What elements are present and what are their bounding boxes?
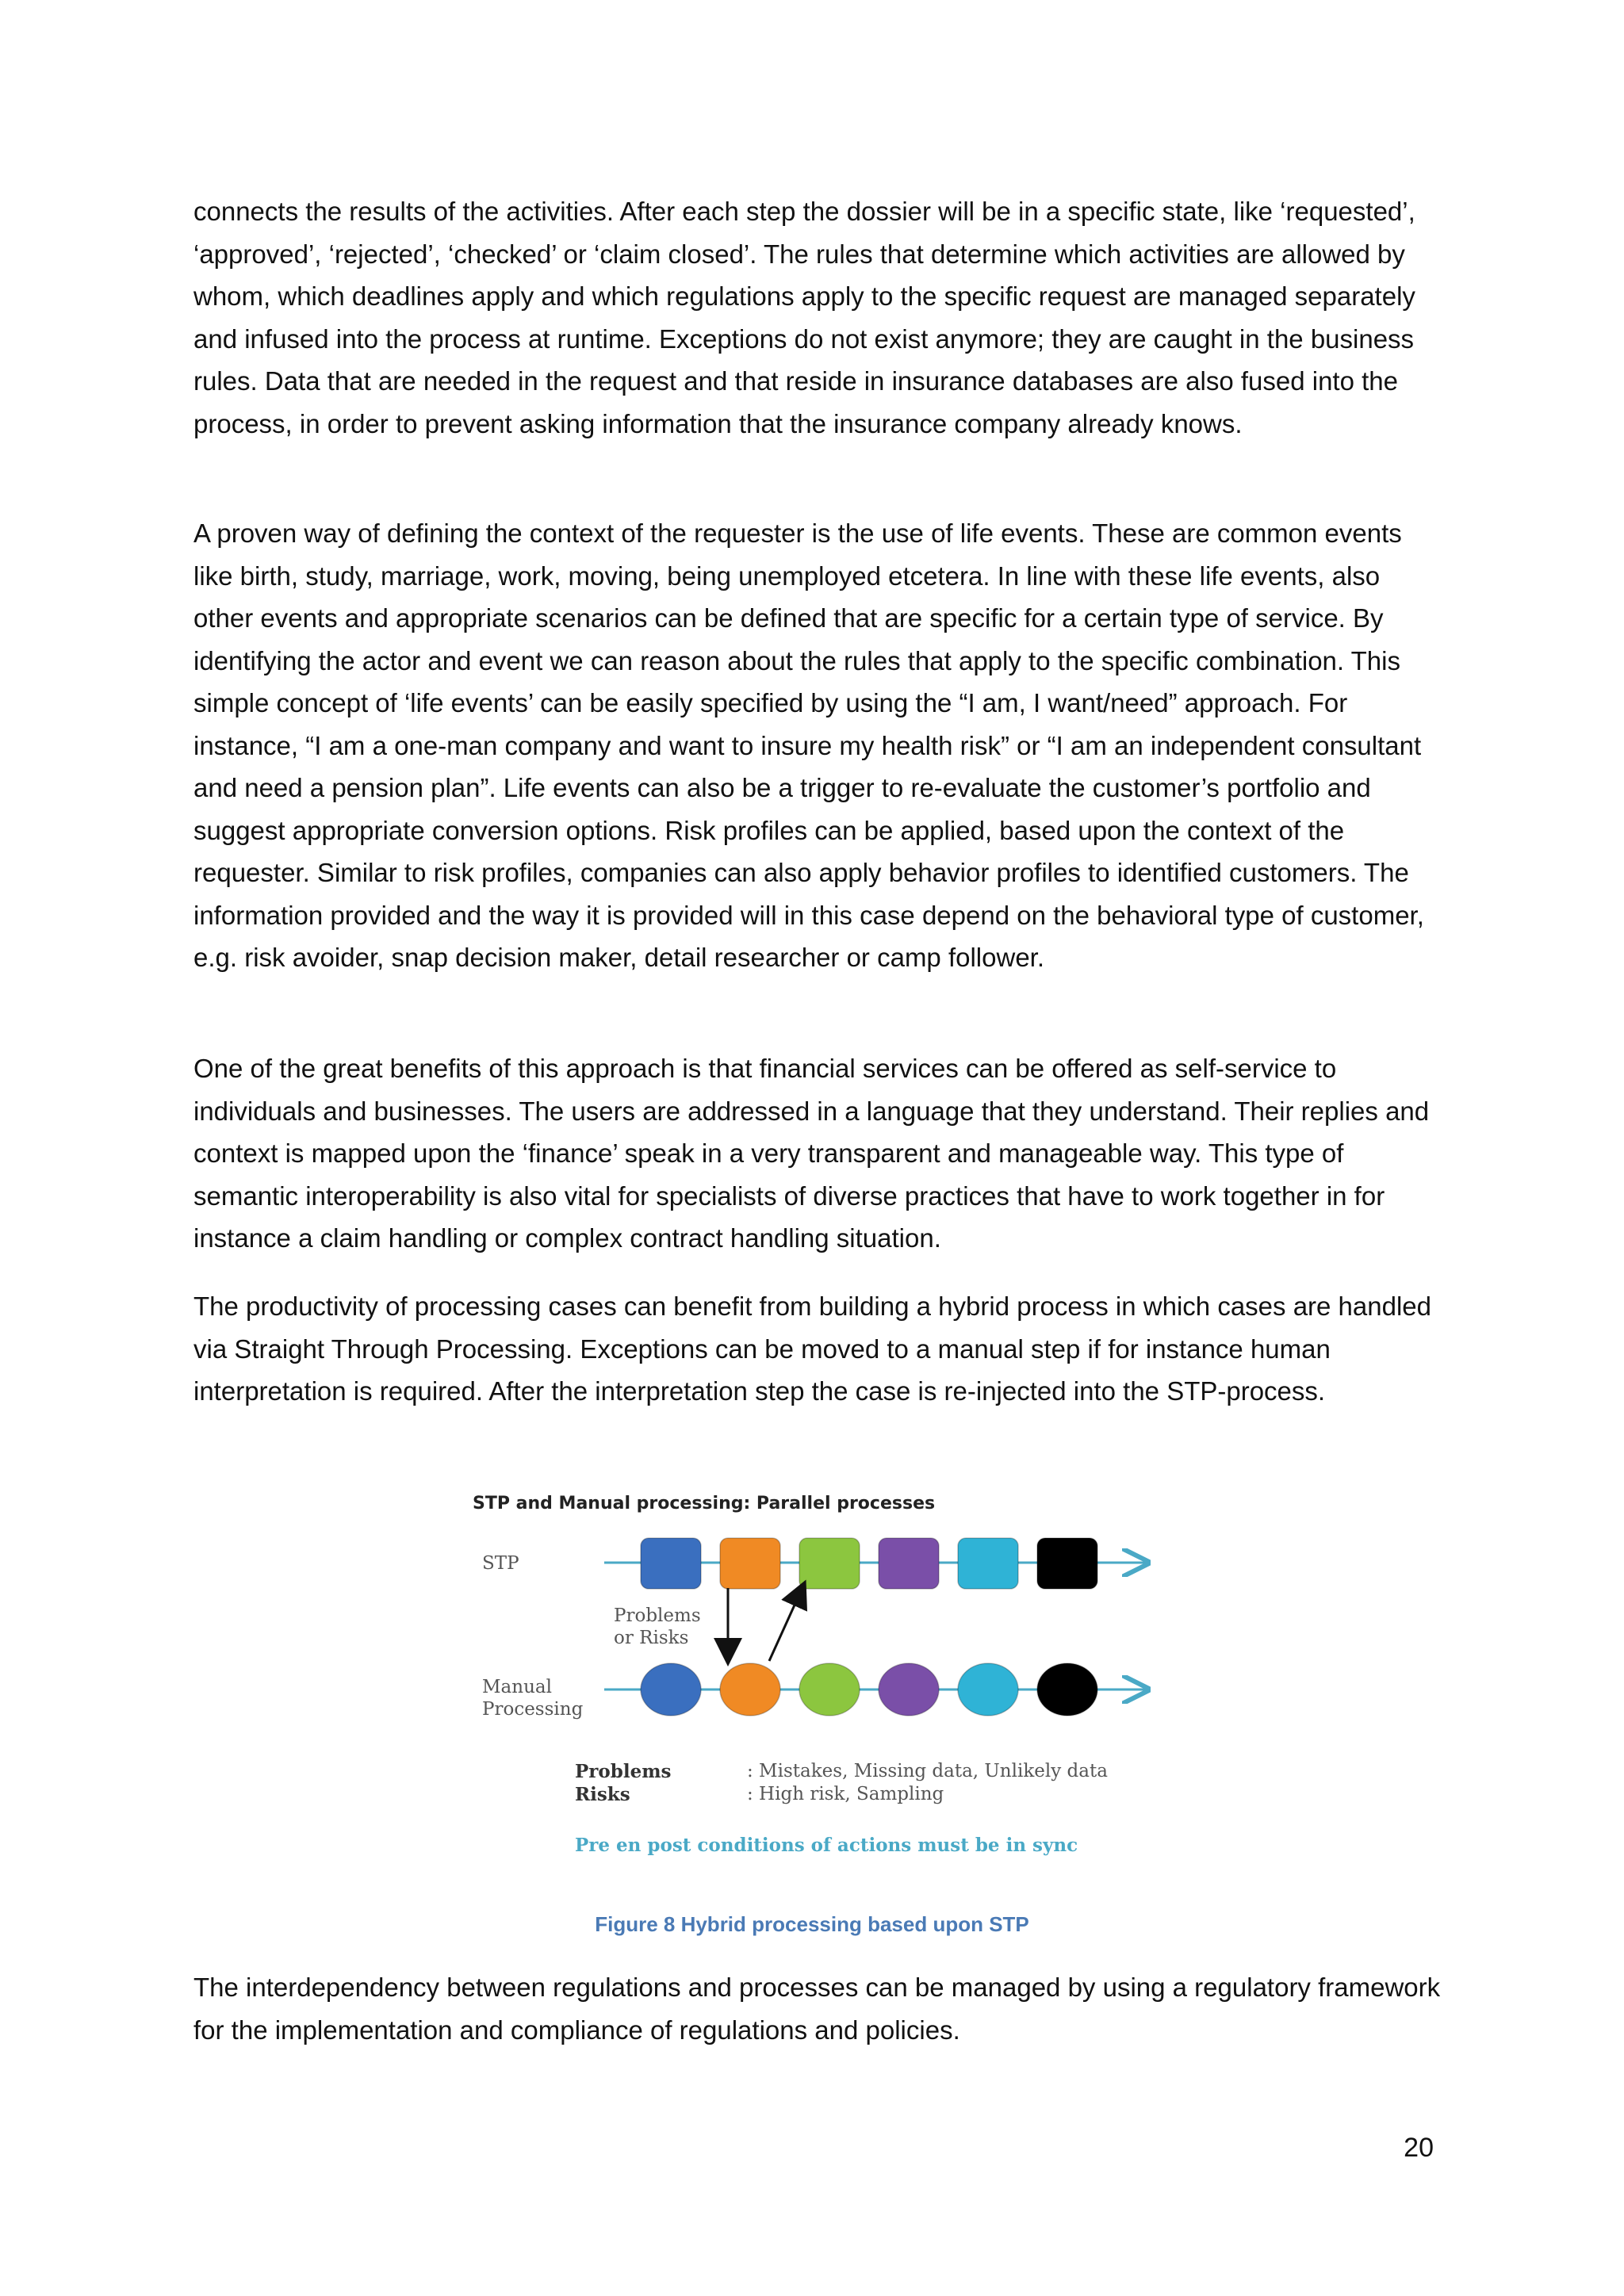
paragraph-text: One of the great benefits of this approach is that financial services can be offered as self-service to individuals and businesses. The users are addressed in a language that they understand. Their replies and context is mapped upon the ‘finance’ speak in a very transparent and manageable way. This type of semantic interoperability is also vital for specialists of diverse practices that have to work together in for instance a claim handling or complex contract handling situation.: [193, 1054, 1430, 1253]
stp-step-box: [1037, 1538, 1097, 1589]
stp-step-box: [641, 1538, 701, 1589]
paragraph-text: The interdependency between regulations and processes can be managed by using a regulatory framework for the implementation and compliance of regulations and policies.: [193, 1973, 1441, 2045]
stp-figure: [468, 1483, 1182, 1871]
paragraph-text: The productivity of processing cases can benefit from building a hybrid process in which cases are handled via Straight Through Processing. Exceptions can be moved to a manual step if for instance human interpretation is required. After the interpretation step the case is re-injected into the STP-process.: [193, 1292, 1432, 1406]
paragraph-2: [193, 512, 1446, 979]
manual-label-line: Processing: [482, 1699, 584, 1720]
stp-step-box: [720, 1538, 780, 1589]
manual-step-circle: [799, 1663, 860, 1716]
manual-step-circle: [958, 1663, 1018, 1716]
sync-note: Pre en post conditions of actions must be in sync: [575, 1835, 1078, 1856]
problems-label-line: or Risks: [614, 1628, 689, 1648]
paragraph-3: [193, 1047, 1446, 1260]
note-key-risks: Risks: [575, 1784, 630, 1805]
figure-caption: Figure 8 Hybrid processing based upon STP: [595, 1912, 1029, 1936]
stp-step-box: [958, 1538, 1018, 1589]
paragraph-1: [193, 190, 1446, 445]
stp-step-box: [879, 1538, 939, 1589]
paragraph-text: A proven way of defining the context of the requester is the use of life events. These are common events like birth, study, marriage, work, moving, being unemployed etcetera. In line with these life events, also other events and appropriate scenarios can be defined that are specific for a certain type of service. By identifying the actor and event we can reason about the rules that apply to the specific combination. This simple concept of ‘life events’ can be easily specified by using the “I am, I want/need” approach. For instance, “I am a one-man company and want to insure my health risk” or “I am an independent consultant and need a pension plan”. Life events can also be a trigger to re-evaluate the customer’s portfolio and suggest appropriate conversion options. Risk profiles can be applied, based upon the context of the requester. Similar to risk profiles, companies can also apply behavior profiles to identified customers. The information provided and the way it is provided will in this case depend on the behavioral type of customer, e.g. risk avoider, snap decision maker, detail researcher or camp follower.: [193, 519, 1424, 972]
note-key-problems: Problems: [575, 1761, 672, 1782]
paragraph-4: [193, 1285, 1446, 1413]
manual-step-circle: [879, 1663, 939, 1716]
manual-step-circle: [1037, 1663, 1097, 1716]
page-number: 20: [1404, 2133, 1434, 2163]
problems-label-line: Problems: [614, 1605, 701, 1626]
paragraph-5: [193, 1966, 1446, 2051]
manual-label-line: Manual: [482, 1677, 552, 1697]
up-arrow: [769, 1584, 804, 1661]
stp-label: STP: [482, 1553, 519, 1574]
note-value-risks: : High risk, Sampling: [747, 1784, 944, 1804]
note-value-problems: : Mistakes, Missing data, Unlikely data: [747, 1761, 1108, 1781]
stp-step-box: [799, 1538, 860, 1589]
figure-title: STP and Manual processing: Parallel processes: [473, 1494, 936, 1513]
paragraph-text: connects the results of the activities. After each step the dossier will be in a specific state, like ‘requested’, ‘approved’, ‘rejected’, ‘checked’ or ‘claim closed’. The rules that determine which activities are allowed by whom, which deadlines apply and which regulations apply to the specific request are managed separately and infused into the process at runtime. Exceptions do not exist anymore; they are caught in the business rules. Data that are needed in the request and that reside in insurance databases are also fused into the process, in order to prevent asking information that the insurance company already knows.: [193, 197, 1415, 438]
manual-step-circle: [641, 1663, 701, 1716]
problems-label: [614, 1605, 701, 1649]
manual-step-circle: [720, 1663, 780, 1716]
manual-processing-label: [482, 1676, 583, 1720]
